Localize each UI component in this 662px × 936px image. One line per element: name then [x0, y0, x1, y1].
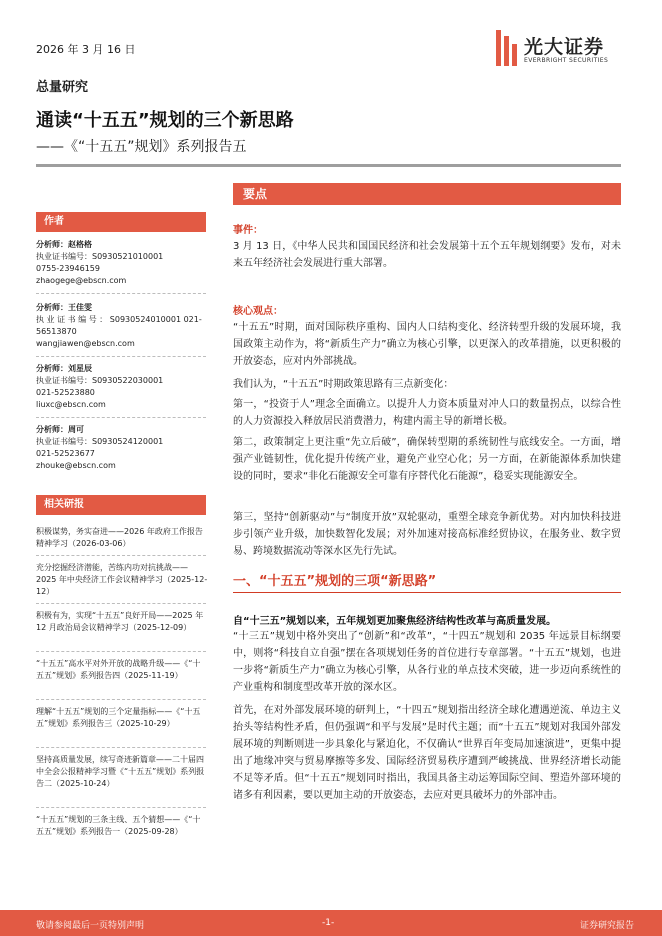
- section-divider: [233, 592, 621, 593]
- report-subtitle: ——《“十五五”规划》系列报告五: [36, 139, 247, 155]
- analyst-email[interactable]: zhouke@ebscn.com: [36, 461, 116, 470]
- related-report-link[interactable]: 积极谋势，务实奋进——2026 年政府工作报告精神学习（2026-03-06）: [36, 527, 203, 548]
- footer-disclaimer[interactable]: 敬请参阅最后一页特别声明: [36, 921, 145, 931]
- footer-report-type: 证券研究报告: [579, 921, 634, 931]
- core-paragraph: “十五五”时期，面对国际秩序重构、国内人口结构变化、经济转型升级的发展环境，我国政策主动作为，将“新质生产力”确立为核心引擎，以更深入的改革措施，以更积极的开放姿态，应对内外部挑战。: [233, 322, 621, 367]
- divider: [36, 699, 206, 701]
- analyst-phone: 021-52523677: [36, 449, 95, 458]
- page-footer: [0, 910, 662, 936]
- analyst-email[interactable]: liuxc@ebscn.com: [36, 400, 106, 409]
- analyst-email[interactable]: zhaogege@ebscn.com: [36, 276, 127, 285]
- report-date: 2026 年 3 月 16 日: [36, 43, 136, 56]
- analyst-phone: 0755-23946159: [36, 264, 100, 273]
- authors-heading: 作者: [36, 212, 206, 232]
- core-paragraph: 第三，坚持“创新驱动”与“制度开放”双轮驱动，重塑全球竞争新优势。对内加快科技进步引领产业升级，加快数智化发展；对外加速对接高标准经贸协议，在服务业、数字贸易、跨境数据流动等深水区先行先试。: [233, 512, 621, 557]
- report-title: 通读“十五五”规划的三个新思路: [36, 110, 294, 131]
- analyst-block: [36, 363, 208, 411]
- everbright-logo-icon: [496, 30, 518, 66]
- divider: [36, 747, 206, 749]
- related-reports-heading: 相关研报: [36, 495, 206, 515]
- core-paragraph: 第一，“投资于人”理念全面确立。以提升人力资本质量对冲人口的数量拐点，以综合性的人力资源投入释放居民消费潜力，构建内需主导的新增长极。: [233, 399, 621, 427]
- divider: [36, 603, 206, 605]
- analyst-name: 分析师：王佳雯: [36, 303, 92, 312]
- section-lead: 自“十三五”规划以来，五年规划更加聚焦经济结构性改革与高质量发展。: [233, 616, 557, 627]
- report-category: 总量研究: [36, 80, 89, 95]
- analyst-license: 执 业 证 书 编 号 ： S0930524010001 021-: [36, 315, 202, 324]
- divider: [36, 555, 206, 557]
- divider: [36, 807, 206, 809]
- related-report-link[interactable]: 充分挖掘经济潜能，苦练内功对抗挑战——2025 年中央经济工作会议精神学习（2025-12-12）: [36, 563, 208, 596]
- analyst-email[interactable]: wangjiawen@ebscn.com: [36, 339, 135, 348]
- analyst-block: [36, 424, 208, 472]
- event-label: 事件：: [233, 225, 263, 236]
- related-report-link[interactable]: 坚持高质量发展，续写奇迹新篇章——二十届四中全会公报精神学习暨《“十五五”规划》系列报告二（2025-10-24）: [36, 755, 205, 788]
- analyst-license: 执业证书编号：S0930522030001: [36, 376, 164, 385]
- analyst-block: [36, 302, 208, 350]
- analyst-phone: 021-52523880: [36, 388, 95, 397]
- analyst-license: 执业证书编号：S0930521010001: [36, 252, 164, 261]
- section-paragraph: “十三五”规划中格外突出了“创新”和“改革”，“十四五”规划和 2035 年远景目标纲要中，则将“科技自立自强”摆在各项规划任务的首位进行专章部署。“十五五”规划，也进一步将“新质生产力”确立为核心引擎，从各行业的单点技术突破，进一步迈向系统性的产业重构和制度型改革开放的深水区。: [233, 631, 621, 693]
- page-number: -1-: [322, 918, 335, 928]
- divider: [36, 293, 206, 295]
- analyst-phone: 56513870: [36, 327, 77, 336]
- section-title: 一、“十五五”规划的三项“新思路”: [233, 574, 437, 589]
- related-report-link[interactable]: “十五五”规划的三条主线、五个猜想——《“十五五”规划》系列报告一（2025-09-28）: [36, 815, 201, 836]
- related-report-link[interactable]: 积极有为，实现“十五五”良好开局——2025 年 12 月政治局会议精神学习（2025-12-09）: [36, 611, 204, 632]
- core-paragraph: 我们认为，“十五五”时期政策思路有三点新变化：: [233, 379, 454, 390]
- core-views-label: 核心观点：: [233, 306, 283, 317]
- analyst-license: 执业证书编号：S0930524120001: [36, 437, 164, 446]
- analyst-name: 分析师：刘星辰: [36, 364, 92, 373]
- divider: [36, 356, 206, 358]
- event-paragraph: 3 月 13 日，《中华人民共和国国民经济和社会发展第十五个五年规划纲要》发布，对未来五年经济社会发展进行重大部署。: [233, 241, 621, 269]
- key-points-heading: 要点: [233, 183, 621, 205]
- divider: [36, 651, 206, 653]
- section-paragraph: 首先，在对外部发展环境的研判上，“十四五”规划指出经济全球化遭遇逆流、单边主义抬头等结构性矛盾，但仍强调“和平与发展”是时代主题；而“十五五”规划对我国外部发展环境的判断则进一步具象化与紧迫化，不仅确认“世界百年变局加速演进”，更集中提出了地缘冲突与贸易摩擦等多发、国际经济贸易秩序遭到严峻挑战、世界经济增长动能不足等矛盾。但“十五五”规划同时指出，我国具备主动运筹国际空间、塑造外部环境的诸多有利因素，要以更加主动的开放姿态，去应对更具破坏力的外部冲击。: [233, 705, 621, 801]
- logo-text-cn: 光大证券: [524, 36, 605, 58]
- analyst-block: [36, 239, 208, 287]
- core-paragraph: 第二，政策制定上更注重“先立后破”，确保转型期的系统韧性与底线安全。一方面，增强产业链韧性，优化提升传统产业，避免产业空心化；另一方面，在新能源体系加快建设的同时，要求“非化石能源安全可靠有序替代化石能源”，稳妥实现能源安全。: [233, 437, 621, 482]
- related-report-link[interactable]: “十五五”高水平对外开放的战略升级——《“十五五”规划》系列报告四（2025-11-19）: [36, 659, 201, 680]
- analyst-name: 分析师：周可: [36, 425, 84, 434]
- logo-text-en: EVERBRIGHT SECURITIES: [524, 57, 609, 64]
- related-report-link[interactable]: 理解“十五五”规划的三个定量指标——《“十五五”规划》系列报告三（2025-10-29）: [36, 707, 201, 728]
- header-divider: [36, 164, 621, 167]
- analyst-name: 分析师：赵格格: [36, 240, 92, 249]
- divider: [36, 417, 206, 419]
- company-logo: [496, 30, 626, 70]
